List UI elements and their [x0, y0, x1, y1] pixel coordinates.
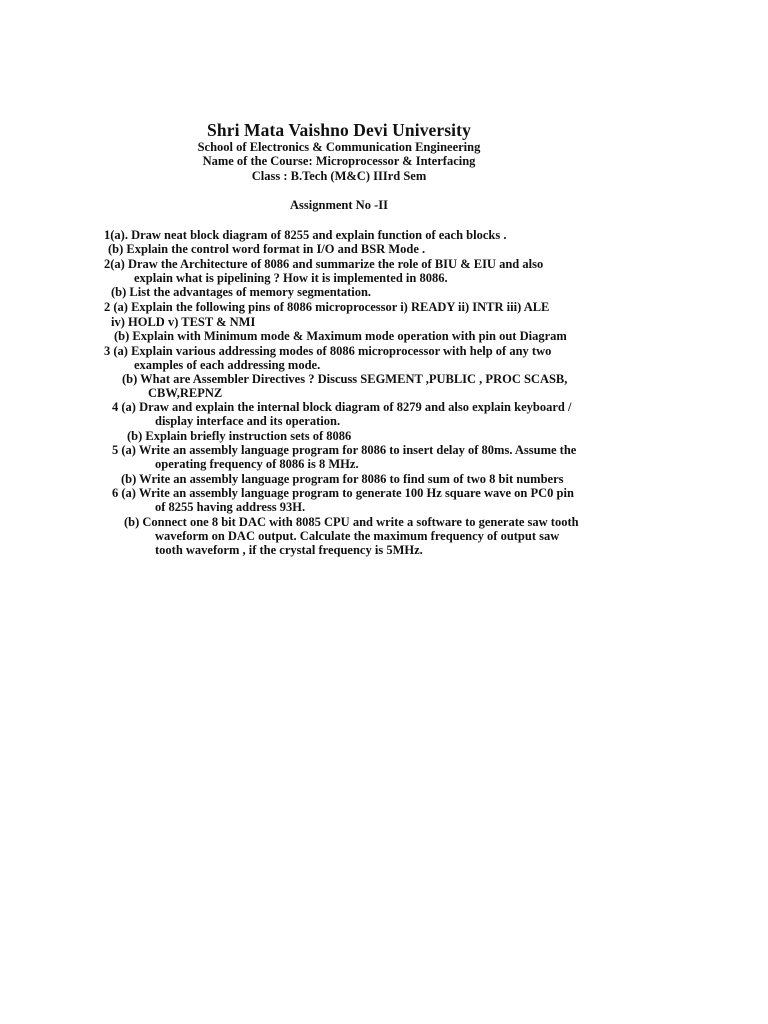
question-2a: 2(a) Draw the Architecture of 8086 and summarize the role of BIU & EIU and also [104, 257, 544, 271]
question-2a-pins-cont: iv) HOLD v) TEST & NMI [111, 315, 256, 329]
question-6b-cont2: tooth waveform , if the crystal frequency is 5MHz. [155, 543, 423, 557]
question-6a-cont: of 8255 having address 93H. [155, 500, 306, 514]
question-5a-cont: operating frequency of 8086 is 8 MHz. [155, 457, 359, 471]
question-2a-pins: 2 (a) Explain the following pins of 8086 microprocessor i) READY ii) INTR iii) ALE [104, 300, 550, 314]
question-2b-modes: (b) Explain with Minimum mode & Maximum mode operation with pin out Diagram [114, 329, 567, 343]
question-6b-cont1: waveform on DAC output. Calculate the maximum frequency of output saw [155, 529, 560, 543]
question-1a: 1(a). Draw neat block diagram of 8255 and explain function of each blocks . [104, 228, 507, 242]
question-3b-cont: CBW,REPNZ [148, 386, 223, 400]
question-1b: (b) Explain the control word format in I/O and BSR Mode . [108, 242, 426, 256]
question-5b: (b) Write an assembly language program for 8086 to find sum of two 8 bit numbers [121, 472, 564, 486]
question-3a-cont: examples of each addressing mode. [134, 358, 321, 372]
school-name: School of Electronics & Communication Engineering [197, 140, 481, 154]
question-3a: 3 (a) Explain various addressing modes of 8086 microprocessor with help of any two [104, 344, 552, 358]
question-3b: (b) What are Assembler Directives ? Discuss SEGMENT ,PUBLIC , PROC SCASB, [122, 372, 568, 386]
course-name: Name of the Course: Microprocessor & Interfacing [202, 154, 476, 168]
class-name: Class : B.Tech (M&C) IIIrd Sem [251, 169, 427, 183]
assignment-number: Assignment No -II [290, 198, 388, 212]
question-4a: 4 (a) Draw and explain the internal block diagram of 8279 and also explain keyboard / [112, 400, 572, 414]
question-2a-cont: explain what is pipelining ? How it is implemented in 8086. [134, 271, 448, 285]
question-6a: 6 (a) Write an assembly language program to generate 100 Hz square wave on PC0 pin [112, 486, 574, 500]
university-title: Shri Mata Vaishno Devi University [207, 120, 471, 140]
question-5a: 5 (a) Write an assembly language program for 8086 to insert delay of 80ms. Assume the [112, 443, 577, 457]
question-2b: (b) List the advantages of memory segmentation. [111, 285, 372, 299]
question-4a-cont: display interface and its operation. [155, 414, 341, 428]
question-4b: (b) Explain briefly instruction sets of 8086 [127, 429, 352, 443]
question-6b: (b) Connect one 8 bit DAC with 8085 CPU and write a software to generate saw tooth [124, 515, 579, 529]
